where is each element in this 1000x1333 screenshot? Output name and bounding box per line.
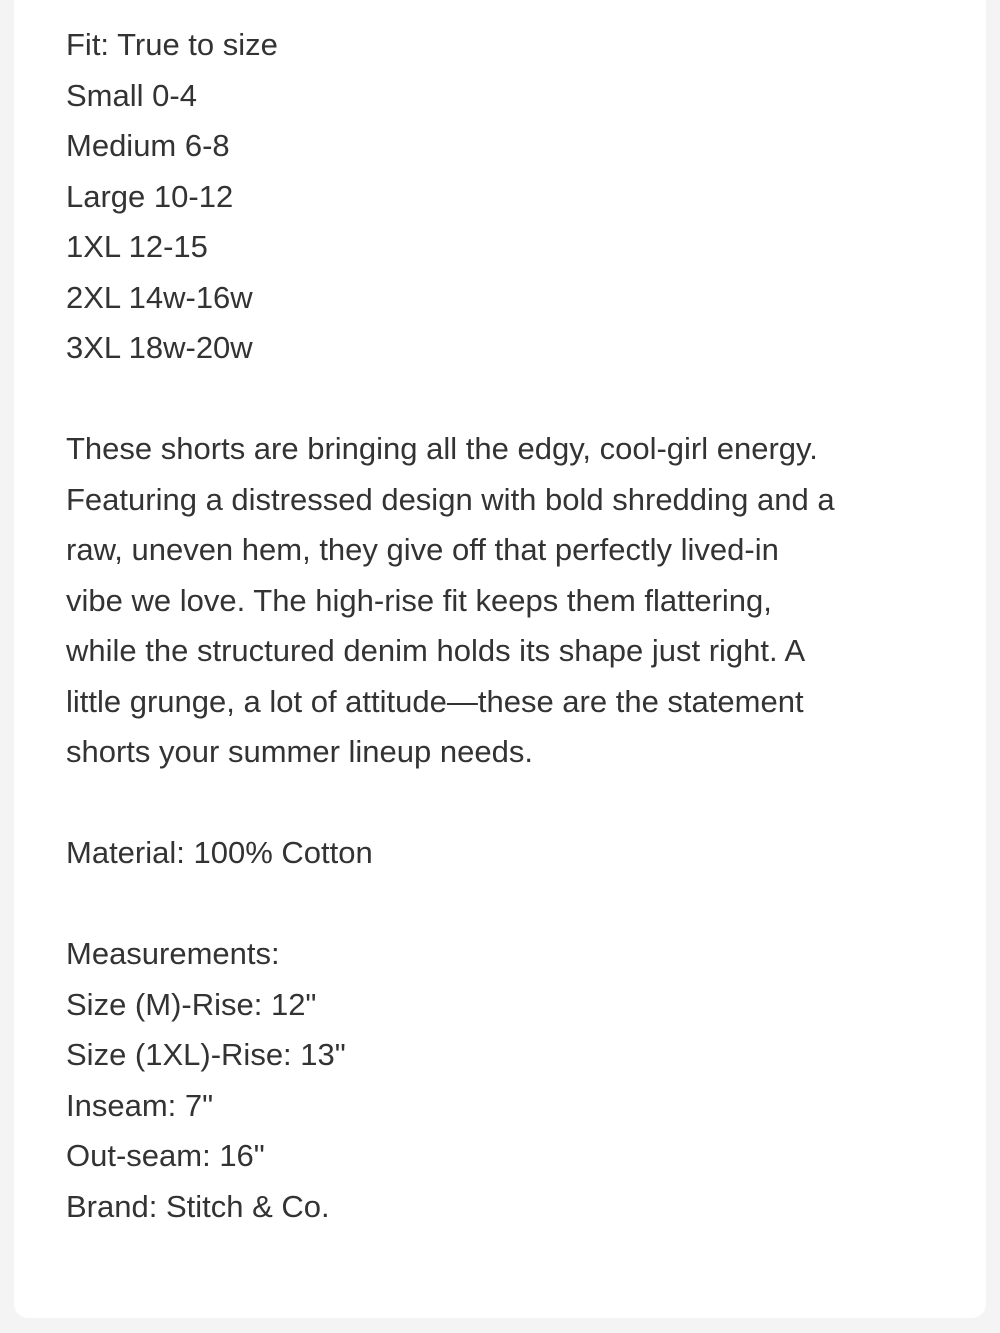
description-line: shorts your summer lineup needs. (66, 734, 533, 769)
measurement-rise-m: Size (M)-Rise: 12" (66, 986, 317, 1022)
product-description-card (14, 0, 986, 1318)
description-paragraph (66, 424, 966, 778)
measurements-heading: Measurements: (66, 936, 280, 971)
fit-line: Fit: True to size (66, 27, 278, 62)
description-line: raw, uneven hem, they give off that perfectly lived-in (66, 532, 779, 567)
description-line: Featuring a distressed design with bold shredding and a (66, 481, 835, 517)
size-medium: Medium 6-8 (66, 128, 230, 163)
description-line: while the structured denim holds its shape just right. A (66, 633, 806, 668)
material-line: Material: 100% Cotton (66, 835, 373, 870)
product-details-text (66, 20, 966, 1232)
size-3xl: 3XL 18w-20w (66, 330, 253, 365)
size-large: Large 10-12 (66, 178, 234, 214)
spacer (66, 879, 966, 930)
description-line: vibe we love. The high-rise fit keeps them flattering, (66, 582, 772, 618)
size-small: Small 0-4 (66, 77, 197, 113)
description-line: little grunge, a lot of attitude—these are the statement (66, 683, 804, 719)
spacer (66, 778, 966, 829)
size-1xl: 1XL 12-15 (66, 229, 208, 264)
measurement-outseam: Out-seam: 16" (66, 1138, 265, 1173)
measurement-rise-1xl: Size (1XL)-Rise: 13" (66, 1037, 346, 1072)
description-line: These shorts are bringing all the edgy, cool-girl energy. (66, 431, 818, 466)
measurement-inseam: Inseam: 7" (66, 1087, 214, 1123)
size-2xl: 2XL 14w-16w (66, 279, 253, 315)
brand-line: Brand: Stitch & Co. (66, 1188, 330, 1224)
spacer (66, 374, 966, 425)
